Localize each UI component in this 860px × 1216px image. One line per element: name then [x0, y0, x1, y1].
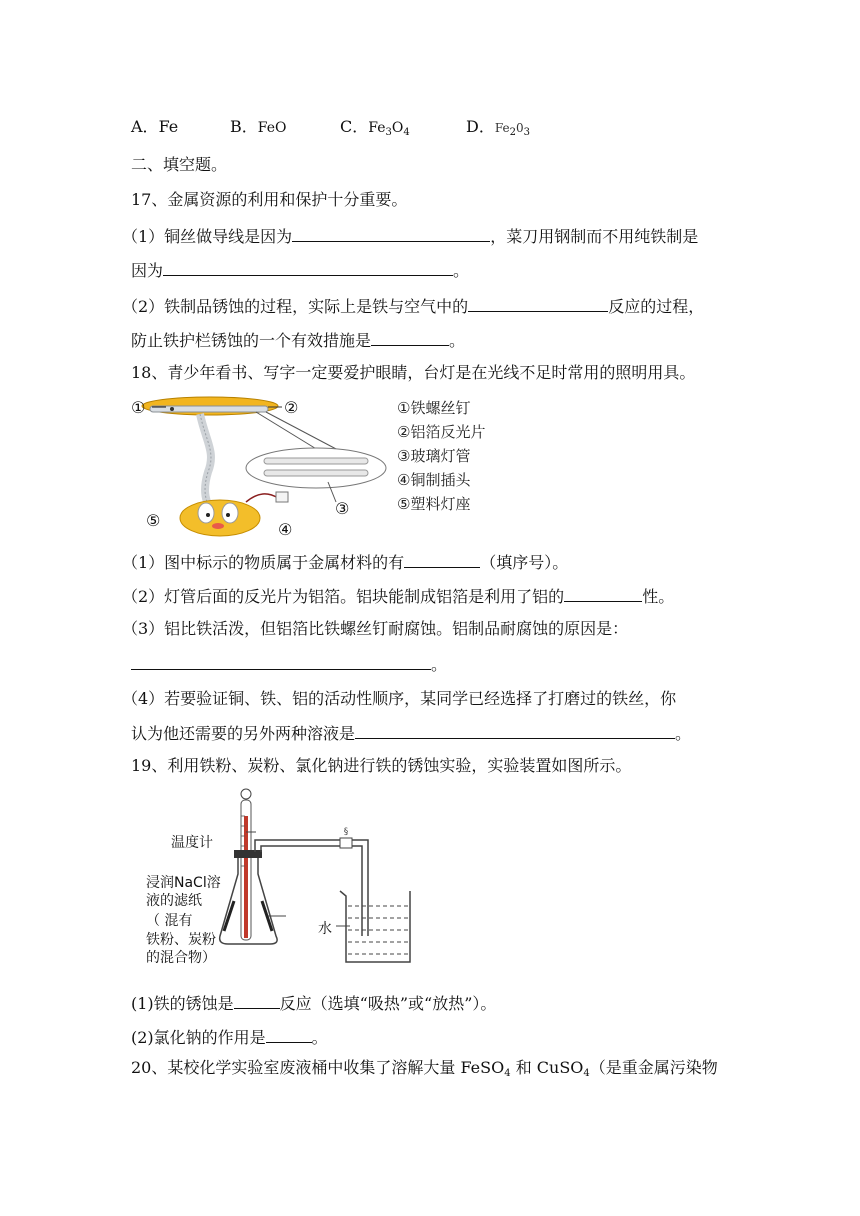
answer-blank[interactable]: [163, 258, 453, 276]
answer-blank[interactable]: [355, 721, 675, 739]
option-a: A．Fe: [131, 117, 179, 136]
answer-blank[interactable]: [468, 294, 608, 312]
legend-item-4: ④铜制插头: [397, 471, 471, 489]
q18-sub3-line1: （3）铝比铁活泼，但铝箔比铁螺丝钉耐腐蚀。铝制品耐腐蚀的原因是：: [122, 619, 629, 638]
answer-blank[interactable]: [564, 584, 642, 602]
q19-sub1: (1)铁的锈蚀是 反应（选填“吸热”或“放热”）。: [131, 991, 496, 1015]
legend-item-3: ③玻璃灯管: [397, 447, 471, 465]
figure-label-1: ①: [131, 398, 146, 417]
section-title: 二、填空题。: [131, 155, 228, 174]
q17-part2-line1: （2）铁制品锈蚀的过程，实际上是铁与空气中的 反应的过程，: [122, 294, 704, 318]
figure-label-4: ④: [278, 520, 293, 539]
label-water: 水: [318, 921, 332, 937]
q17-part1-line1: （1）铜丝做导线是因为 ，菜刀用钢制而不用纯铁制是: [122, 224, 698, 248]
legend-item-5: ⑤塑料灯座: [397, 495, 471, 513]
option-d: D．$Fe_20_3$: [466, 117, 531, 138]
figure-label-3: ③: [335, 499, 350, 518]
q18-sub4-line1: （4）若要验证铜、铁、铝的活动性顺序，某同学已经选择了打磨过的铁丝，你: [122, 689, 677, 708]
label-thermometer: 温度计: [171, 835, 213, 851]
answer-blank[interactable]: [234, 991, 280, 1009]
label-paper-3: （ 混有: [146, 913, 193, 929]
q17-stem: 17、金属资源的利用和保护十分重要。: [131, 190, 408, 209]
q18-sub3-line2: 。: [131, 652, 447, 676]
rust-experiment-apparatus: [200, 786, 430, 966]
q17-part2-line2: 防止铁护栏锈蚀的一个有效措施是 。: [131, 328, 465, 352]
q18-sub1: （1）图中标示的物质属于金属材料的有 （填序号）。: [122, 550, 568, 574]
legend-item-1: ①铁螺丝钉: [397, 399, 471, 417]
legend-item-2: ②铝箔反光片: [397, 423, 486, 441]
q17-part1-line2: 因为 。: [131, 258, 469, 282]
q19-sub2: (2)氯化钠的作用是 。: [131, 1025, 328, 1049]
label-paper-1: 浸润NaCl溶: [146, 875, 221, 891]
svg-text:§: §: [343, 827, 349, 837]
option-b: B．FeO: [230, 117, 287, 136]
label-paper-2: 液的滤纸: [146, 893, 202, 909]
q20-stem: 20、某校化学实验室废液桶中收集了溶解大量 FeSO$_4$ 和 CuSO$_4$（是重金属污染物: [131, 1058, 718, 1079]
answer-blank[interactable]: [292, 224, 490, 242]
q19-stem: 19、利用铁粉、炭粉、氯化钠进行铁的锈蚀实验，实验装置如图所示。: [131, 756, 632, 775]
figure-label-5: ⑤: [146, 511, 161, 530]
answer-blank[interactable]: [131, 652, 431, 670]
answer-blank[interactable]: [371, 328, 449, 346]
option-c: C．$Fe_3O_4$: [340, 117, 410, 138]
label-paper-5: 的混合物）: [146, 950, 216, 966]
desk-lamp-figure: [128, 392, 390, 542]
q18-sub2: （2）灯管后面的反光片为铝箔。铝块能制成铝箔是利用了铝的 性。: [122, 584, 674, 608]
label-paper-4: 铁粉、炭粉: [146, 932, 216, 948]
figure-label-2: ②: [284, 398, 299, 417]
q18-sub4-line2: 认为他还需要的另外两种溶液是 。: [131, 721, 691, 745]
q18-stem: 18、青少年看书、写字一定要爱护眼睛，台灯是在光线不足时常用的照明用具。: [131, 363, 696, 382]
answer-blank[interactable]: [266, 1025, 312, 1043]
answer-blank[interactable]: [404, 550, 480, 568]
